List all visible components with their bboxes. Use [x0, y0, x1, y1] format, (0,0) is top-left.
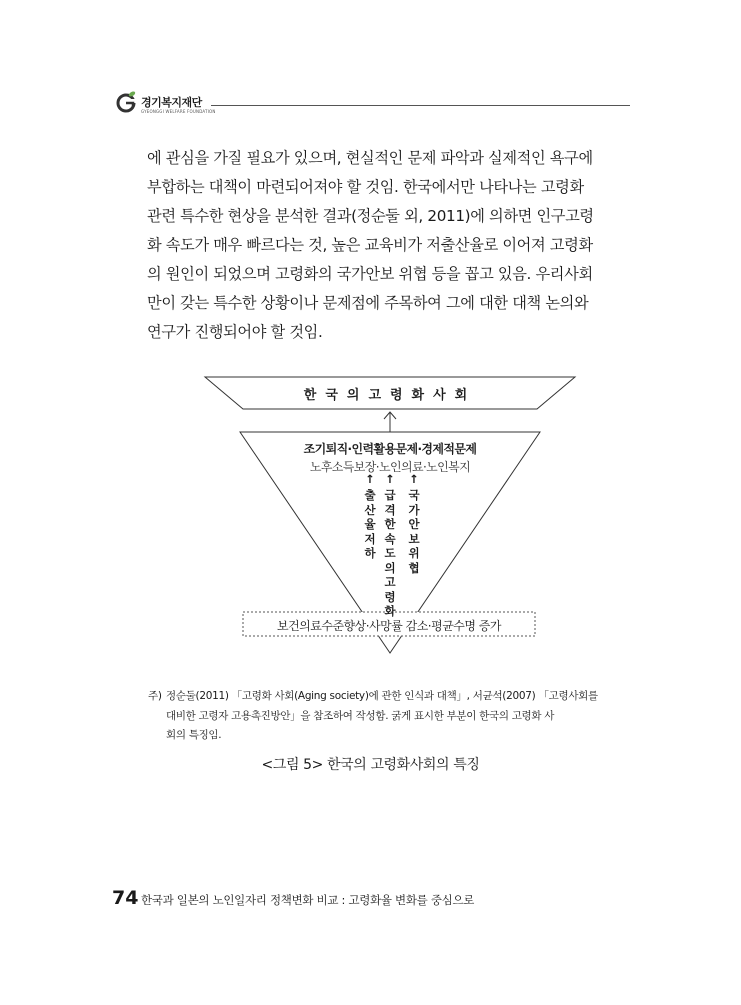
page-number: 74	[112, 887, 139, 909]
note-line: 회의 특징임.	[166, 729, 222, 741]
cause-national-security: 국가안보 위협	[408, 488, 420, 575]
body-line: 에 관심을 가질 필요가 있으며, 현실적인 문제 파악과 실제적인 욕구에	[147, 149, 593, 167]
note-line: 대비한 고령자 고용촉진방안」을 참조하여 작성함. 굵게 표시한 부분이 한국의 고령화 사	[166, 709, 555, 722]
org-subtitle: GYEONGGI WELFARE FOUNDATION	[141, 109, 216, 114]
cause-rapid-aging: 급격한 속도의 고령화	[384, 488, 396, 618]
header-divider	[211, 105, 630, 106]
foundation-logo-icon	[115, 90, 139, 114]
up-arrow-icon: ↑	[409, 472, 419, 486]
note-line: 정순둘(2011) 「고령화 사회(Aging society)에 관한 인식과 대책」, 서균석(2007) 「고령사회를	[166, 690, 598, 702]
cause-low-birth-rate: 출산율 저하	[364, 488, 376, 560]
issues-line-bold: 조기퇴직·인력활용문제·경제적문제	[303, 442, 477, 456]
body-line: 관련 특수한 현상을 분석한 결과(정순둘 외, 2011)에 의하면 인구고령	[147, 207, 594, 225]
up-arrow-icon: ↑	[365, 472, 375, 486]
page-header	[115, 88, 630, 122]
korean-aging-society-label: 한국의고령화사회	[303, 388, 477, 403]
figure-caption: <그림 5> 한국의 고령화사회의 특징	[261, 757, 480, 773]
base-factors-label: 보건의료수준향상·사망률 감소·평균수명 증가	[276, 619, 501, 633]
body-line: 화 속도가 매우 빠르다는 것, 높은 교육비가 저출산율로 이어져 고령화	[147, 236, 593, 254]
issues-line-regular: 노후소득보장·노인의료·노인복지	[309, 460, 471, 474]
body-line: 의 원인이 되었으며 고령화의 국가안보 위협 등을 꼽고 있음. 우리사회	[147, 265, 593, 283]
figure-note	[148, 687, 628, 746]
body-paragraph	[147, 144, 634, 347]
up-arrow-icon: ↑	[385, 472, 395, 486]
figure-diagram	[200, 374, 580, 654]
body-line: 부합하는 대책이 마련되어져야 할 것임. 한국에서만 나타나는 고령화	[147, 178, 584, 196]
note-prefix: 주)	[148, 690, 162, 702]
org-name: 경기복지재단	[141, 96, 202, 109]
body-line: 연구가 진행되어야 할 것임.	[147, 323, 323, 341]
running-title: 한국과 일본의 노인일자리 정책변화 비교 : 고령화율 변화를 중심으로	[141, 893, 475, 907]
body-line: 만이 갖는 특수한 상황이나 문제점에 주목하여 그에 대한 대책 논의와	[147, 294, 589, 312]
